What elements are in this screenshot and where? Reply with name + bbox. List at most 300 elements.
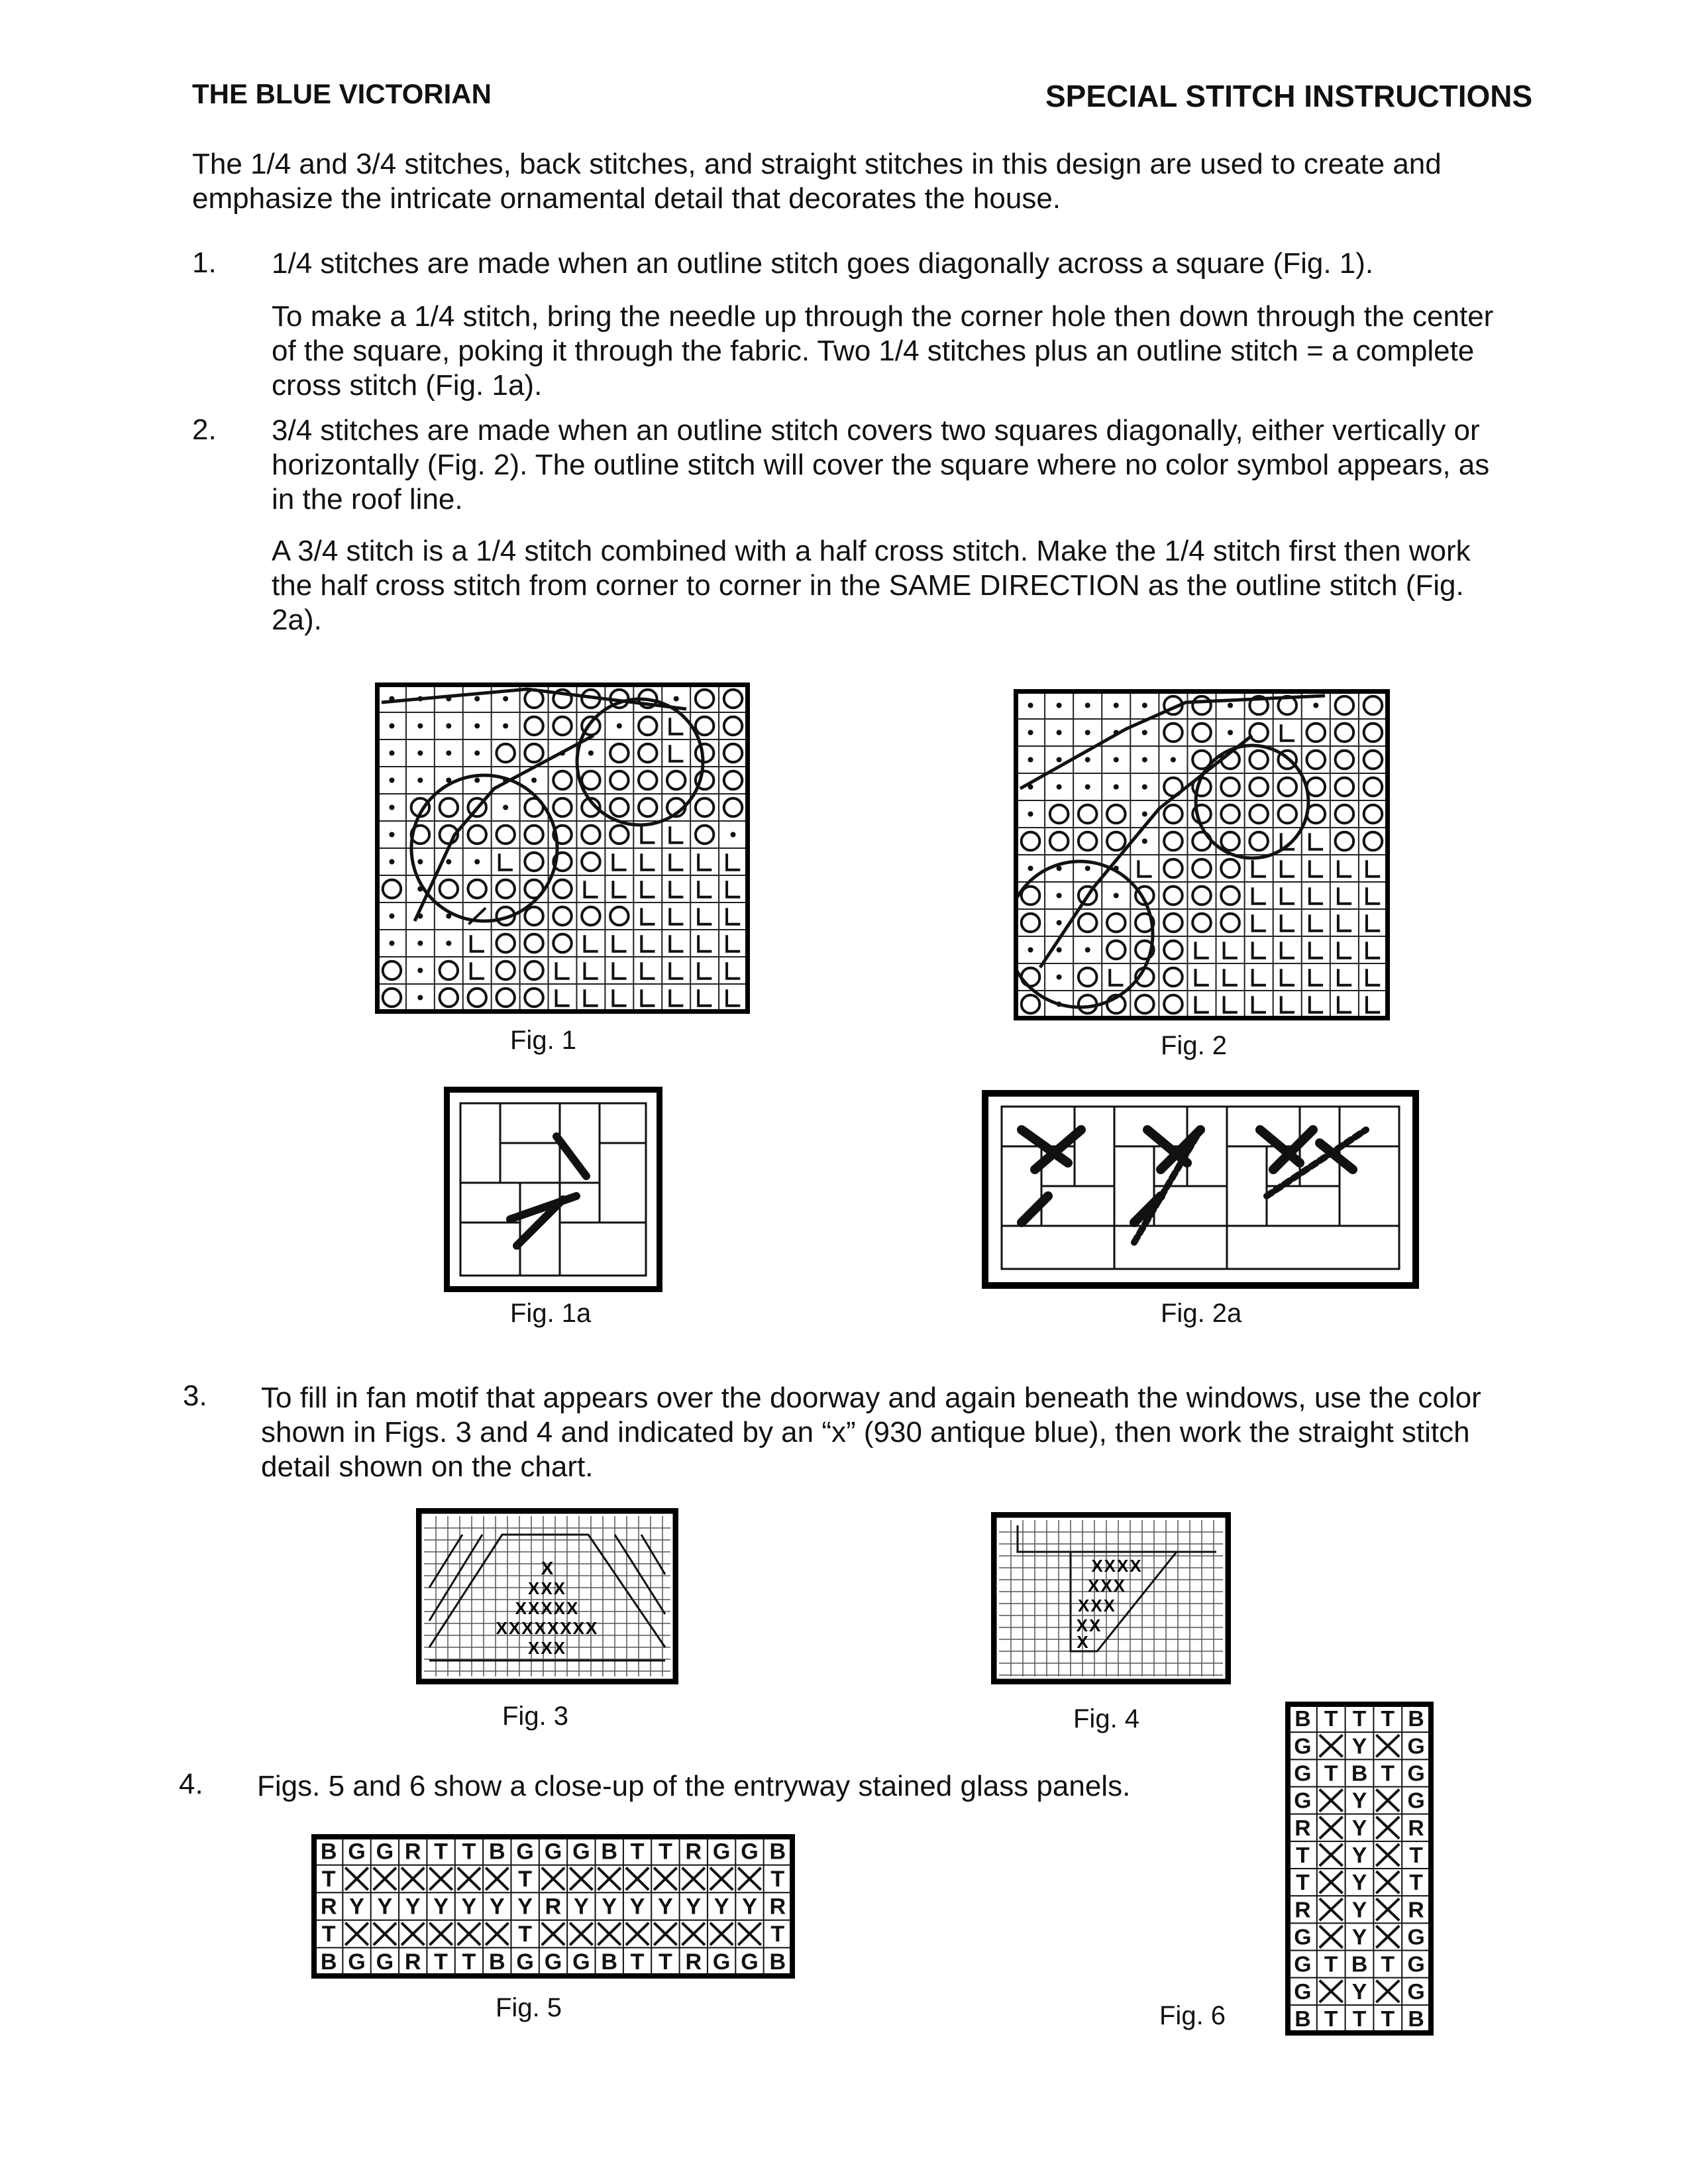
glass-color-letter: G (1294, 1761, 1312, 1786)
stitch-symbol-l (698, 935, 712, 952)
glass-color-letter: Y (405, 1894, 421, 1920)
stitch-symbol-l (613, 989, 626, 1006)
stitch-symbol-dot (1142, 812, 1147, 817)
stitch-symbol-circle (440, 961, 458, 979)
stitch-symbol-dot (474, 751, 480, 756)
stitch-symbol-circle (553, 907, 571, 925)
stitch-symbol-circle (383, 961, 401, 979)
stitch-symbol-dot (1171, 757, 1176, 763)
glass-color-letter: B (1294, 1706, 1311, 1732)
glass-color-letter: G (1294, 1924, 1312, 1950)
glass-color-letter: B (488, 1949, 505, 1975)
stitch-symbol-circle (1336, 832, 1354, 851)
stitch-symbol-circle (1336, 696, 1354, 715)
stitch-symbol-circle (1164, 995, 1183, 1014)
glass-color-letter: G (1294, 1951, 1312, 1977)
stitch-symbol-circle (1249, 724, 1268, 742)
stitch-symbol-l (1310, 969, 1323, 985)
stitch-symbol-circle (1107, 832, 1126, 851)
stitch-symbol-circle (1336, 805, 1354, 824)
item-number-1: 1. (192, 246, 217, 279)
stitch-symbol-circle (1192, 859, 1211, 878)
glass-color-letter: T (1381, 1951, 1395, 1977)
stitch-symbol-l (1224, 969, 1238, 985)
stitch-symbol-l (670, 908, 683, 924)
stitch-symbol-l (698, 881, 712, 897)
fig-4-fan-motif-chart (991, 1512, 1231, 1684)
glass-color-letter: Y (1351, 1979, 1367, 2004)
stitch-symbol-l (1367, 996, 1380, 1012)
stitch-symbol-l (727, 962, 740, 979)
stitch-symbol-l (641, 935, 655, 952)
stitch-symbol-circle (1164, 941, 1183, 959)
glass-color-letter: G (1294, 1733, 1312, 1759)
glass-color-letter: R (685, 1949, 702, 1975)
glass-color-letter: G (741, 1839, 759, 1865)
glass-color-letter: G (544, 1839, 562, 1865)
stitch-symbol-l (556, 962, 570, 979)
stitch-symbol-dot (389, 941, 394, 946)
stitch-symbol-dot (1142, 785, 1147, 790)
glass-color-letter: G (1294, 1979, 1312, 2004)
stitch-symbol-dot (1313, 703, 1318, 708)
svg-text:XX: XX (1076, 1615, 1102, 1635)
glass-color-letter: G (1407, 1761, 1425, 1786)
item-2-paragraph-1: 3/4 stitches are made when an outline stitch covers two squares diagonally, either vertically or horizontally (Fig. 2). The outline stitch will cover the square where no color symbol appears, as in the roof line. (272, 414, 1490, 516)
stitch-symbol-circle (696, 744, 713, 762)
stitch-symbol-circle (582, 826, 600, 844)
fig-1a-caption: Fig. 1a (510, 1299, 592, 1328)
stitch-symbol-l (670, 962, 683, 979)
stitch-symbol-circle (639, 744, 657, 762)
fig-6-stained-glass-chart (1285, 1702, 1434, 2036)
glass-color-letter: T (770, 1867, 785, 1892)
svg-text:XXX: XXX (527, 1638, 567, 1658)
glass-color-letter: R (1294, 1815, 1311, 1841)
stitch-symbol-circle (1050, 832, 1069, 851)
stitch-symbol-circle (1164, 832, 1183, 851)
stitch-symbol-circle (1336, 778, 1354, 796)
stitch-symbol-l (1338, 887, 1351, 904)
stitch-symbol-dot (417, 724, 423, 729)
glass-color-letter: T (434, 1839, 448, 1865)
glass-color-letter: B (1294, 2006, 1311, 2032)
glass-color-letter: R (1408, 1815, 1424, 1841)
stitch-symbol-dot (1142, 839, 1147, 844)
glass-color-letter: T (770, 1922, 785, 1947)
fig-3-fan-motif-chart (416, 1508, 678, 1684)
stitch-symbol-circle (1192, 887, 1211, 905)
intro-paragraph: The 1/4 and 3/4 stitches, back stitches, and straight stitches in this design are used to create and emphasize the intricate ornamental detail that decorates the house. (192, 148, 1442, 215)
fig-2a-caption: Fig. 2a (1161, 1299, 1242, 1328)
stitch-symbol-l (1253, 996, 1266, 1012)
stitch-symbol-l (1367, 942, 1380, 958)
glass-color-letter: Y (1351, 1897, 1367, 1923)
stitch-symbol-l (1253, 942, 1266, 958)
glass-color-letter: G (572, 1949, 590, 1975)
glass-color-letter: R (404, 1949, 421, 1975)
stitch-symbol-dot (446, 724, 451, 729)
stitch-symbol-circle (1336, 751, 1354, 769)
stitch-symbol-dot (1057, 703, 1062, 708)
stitch-symbol-circle (525, 826, 543, 844)
glass-color-letter: T (321, 1922, 336, 1947)
stitch-symbol-circle (383, 989, 401, 1007)
svg-text:X: X (1077, 1632, 1088, 1652)
glass-color-letter: R (1294, 1897, 1311, 1923)
svg-text:X: X (541, 1558, 554, 1578)
stitch-symbol-dot (389, 832, 394, 838)
stitch-symbol-l (471, 962, 484, 979)
stitch-symbol-circle (496, 989, 514, 1007)
stitch-symbol-circle (1364, 751, 1383, 769)
stitch-symbol-l (556, 989, 570, 1006)
stitch-symbol-dot (1085, 703, 1090, 708)
stitch-symbol-circle (639, 771, 657, 789)
glass-color-letter: Y (573, 1894, 589, 1920)
glass-color-letter: T (1381, 1761, 1395, 1786)
stitch-symbol-l (1281, 887, 1294, 904)
svg-text:XXXX: XXXX (1091, 1556, 1143, 1576)
stitch-symbol-l (670, 881, 683, 897)
glass-color-letter: G (1407, 1788, 1425, 1814)
stitch-symbol-circle (724, 690, 742, 708)
glass-color-letter: R (769, 1894, 786, 1920)
stitch-symbol-l (727, 853, 740, 870)
stitch-symbol-l (1310, 914, 1323, 931)
stitch-symbol-circle (525, 853, 543, 871)
glass-color-letter: T (658, 1839, 672, 1865)
document-title: THE BLUE VICTORIAN (192, 78, 492, 109)
glass-color-letter: B (1351, 1951, 1368, 1977)
stitch-symbol-l (727, 989, 740, 1006)
stitch-symbol-circle (1221, 914, 1240, 932)
stitch-symbol-l (670, 989, 683, 1006)
stitch-symbol-dot (1028, 812, 1033, 817)
stitch-symbol-dot (503, 696, 508, 702)
stitch-symbol-l (641, 826, 655, 843)
stitch-symbol-l (500, 853, 513, 870)
fig-2a-stitch-diagram (982, 1090, 1419, 1289)
stitch-symbol-l (698, 989, 712, 1006)
stitch-symbol-circle (696, 717, 713, 735)
stitch-symbol-l (1253, 860, 1266, 877)
glass-color-letter: T (1381, 2006, 1395, 2032)
stitch-symbol-circle (525, 961, 543, 979)
glass-color-letter: Y (1351, 1815, 1367, 1841)
svg-text:XXX: XXX (1077, 1596, 1117, 1615)
glass-color-letter: G (348, 1839, 366, 1865)
stitch-symbol-l (1338, 914, 1351, 931)
stitch-symbol-dot (389, 805, 394, 810)
stitch-symbol-circle (1164, 887, 1183, 905)
stitch-symbol-circle (1249, 832, 1268, 851)
stitch-symbol-l (1224, 996, 1238, 1012)
stitch-symbol-dot (389, 778, 394, 783)
stitch-symbol-dot (1114, 703, 1119, 708)
fig-1a-stitch-diagram (444, 1087, 662, 1292)
stitch-symbol-circle (1135, 995, 1154, 1014)
glass-color-letter: Y (713, 1894, 729, 1920)
stitch-symbol-circle (468, 826, 486, 844)
stitch-symbol-circle (639, 717, 657, 735)
stitch-symbol-dot (474, 724, 480, 729)
stitch-symbol-circle (1022, 914, 1040, 932)
glass-color-letter: T (518, 1922, 533, 1947)
stitch-symbol-l (1253, 969, 1266, 985)
fig-5-caption: Fig. 5 (496, 1993, 562, 2022)
stitch-symbol-circle (582, 853, 600, 871)
stitch-symbol-circle (696, 690, 713, 708)
stitch-symbol-l (613, 881, 626, 897)
stitch-symbol-dot (389, 724, 394, 729)
stitch-symbol-circle (1278, 778, 1296, 796)
glass-color-letter: T (1381, 1706, 1395, 1732)
glass-color-letter: Y (489, 1894, 505, 1920)
stitch-symbol-l (1138, 860, 1151, 877)
glass-color-letter: G (376, 1949, 394, 1975)
stitch-symbol-circle (1221, 887, 1240, 905)
stitch-symbol-circle (610, 826, 628, 844)
stitch-symbol-circle (1164, 859, 1183, 878)
fig-4-caption: Fig. 4 (1073, 1704, 1140, 1733)
stitch-symbol-dot (1114, 893, 1119, 899)
stitch-symbol-dot (1085, 757, 1090, 763)
glass-color-letter: T (321, 1867, 336, 1892)
item-2-paragraph-2: A 3/4 stitch is a 1/4 stitch combined with a half cross stitch. Make the 1/4 stitch first then work the half cross stitch from corner to corner in the SAME DIRECTION as the outline stitch (Fig. 2a). (272, 535, 1471, 636)
stitch-symbol-circle (1107, 805, 1126, 824)
glass-color-letter: B (320, 1949, 337, 1975)
item-number-2: 2. (192, 413, 217, 446)
glass-color-letter: Y (658, 1894, 673, 1920)
stitch-symbol-l (1253, 914, 1266, 931)
stitch-symbol-dot (531, 778, 537, 783)
glass-color-letter: R (320, 1894, 337, 1920)
stitch-symbol-dot (1114, 757, 1119, 763)
stitch-symbol-circle (1164, 914, 1183, 932)
stitch-symbol-dot (446, 859, 451, 865)
stitch-symbol-l (1367, 860, 1380, 877)
stitch-symbol-dot (446, 751, 451, 756)
stitch-symbol-l (1110, 969, 1123, 985)
glass-color-letter: T (434, 1949, 448, 1975)
stitch-symbol-circle (1192, 914, 1211, 932)
glass-color-letter: Y (349, 1894, 364, 1920)
stitch-symbol-circle (1307, 751, 1326, 769)
glass-color-letter: T (1324, 1706, 1338, 1732)
stitch-symbol-circle (724, 771, 742, 789)
stitch-symbol-l (641, 881, 655, 897)
stitch-symbol-circle (1164, 805, 1183, 824)
stitch-symbol-dot (617, 724, 622, 729)
item-1-paragraph-2: To make a 1/4 stitch, bring the needle up through the corner hole then down through the center of the square, poking it through the fabric. Two 1/4 stitches plus an outline stitch = a complete cross stitch (Fig. 1a). (272, 300, 1494, 402)
stitch-symbol-circle (1050, 805, 1069, 824)
stitch-symbol-dot (446, 941, 451, 946)
stitch-symbol-dot (1085, 785, 1090, 790)
stitch-symbol-dot (503, 724, 508, 729)
stitch-symbol-circle (1364, 778, 1383, 796)
stitch-symbol-circle (496, 934, 514, 952)
glass-color-letter: Y (1351, 1842, 1367, 1868)
stitch-symbol-circle (1221, 805, 1240, 824)
stitch-symbol-circle (383, 880, 401, 898)
stitch-symbol-circle (610, 744, 628, 762)
stitch-symbol-circle (1022, 832, 1040, 851)
glass-color-letter: Y (1351, 1788, 1367, 1814)
stitch-symbol-l (1310, 833, 1323, 849)
stitch-symbol-dot (417, 995, 423, 1001)
glass-color-letter: B (601, 1839, 618, 1865)
stitch-symbol-circle (610, 771, 628, 789)
stitch-symbol-circle (553, 717, 571, 735)
stitch-symbol-circle (553, 880, 571, 898)
stitch-symbol-l (1310, 942, 1323, 958)
stitch-symbol-circle (1079, 805, 1097, 824)
stitch-symbol-dot (503, 805, 508, 810)
stitch-symbol-circle (468, 880, 486, 898)
glass-color-letter: Y (629, 1894, 645, 1920)
stitch-symbol-circle (724, 798, 742, 816)
stitch-symbol-l (1196, 969, 1209, 985)
stitch-symbol-dot (417, 941, 423, 946)
stitch-symbol-dot (1057, 785, 1062, 790)
glass-color-letter: B (769, 1949, 786, 1975)
stitch-symbol-circle (1164, 724, 1183, 742)
stitch-symbol-l (698, 962, 712, 979)
stitch-symbol-circle (553, 798, 571, 816)
stitch-symbol-circle (1307, 724, 1326, 742)
stitch-symbol-circle (440, 989, 458, 1007)
stitch-symbol-l (1367, 887, 1380, 904)
glass-color-letter: T (1296, 1870, 1310, 1896)
stitch-symbol-dot (1228, 730, 1233, 736)
stitch-symbol-dot (1057, 975, 1062, 980)
stitch-symbol-l (584, 962, 598, 979)
glass-color-letter: G (376, 1839, 394, 1865)
stitch-symbol-dot (417, 778, 423, 783)
stitch-symbol-circle (1079, 914, 1097, 932)
glass-color-letter: T (1324, 1951, 1338, 1977)
stitch-symbol-circle (496, 880, 514, 898)
glass-color-letter: Y (1351, 1733, 1367, 1759)
glass-color-letter: T (1296, 1842, 1310, 1868)
glass-color-letter: T (1324, 1761, 1338, 1786)
stitch-symbol-dot (1028, 866, 1033, 871)
glass-color-letter: Y (1351, 1870, 1367, 1896)
stitch-symbol-circle (1192, 696, 1211, 715)
stitch-symbol-dot (417, 751, 423, 756)
stitch-symbol-l (670, 718, 683, 734)
stitch-symbol-l (641, 853, 655, 870)
stitch-symbol-dot (1142, 730, 1147, 736)
glass-color-letter: T (658, 1949, 672, 1975)
stitch-symbol-circle (525, 717, 543, 735)
stitch-symbol-circle (1107, 914, 1126, 932)
stitch-symbol-l (1367, 914, 1380, 931)
glass-color-letter: G (572, 1839, 590, 1865)
stitch-symbol-circle (1336, 724, 1354, 742)
fig-6-caption: Fig. 6 (1159, 2001, 1226, 2030)
stitch-symbol-l (1224, 942, 1238, 958)
glass-color-letter: Y (1351, 1924, 1367, 1950)
stitch-symbol-l (1281, 724, 1294, 741)
stitch-symbol-dot (1057, 730, 1062, 736)
stitch-symbol-l (584, 881, 598, 897)
stitch-symbol-dot (1028, 730, 1033, 736)
stitch-symbol-l (670, 826, 683, 843)
stitch-symbol-circle (525, 934, 543, 952)
glass-color-letter: G (348, 1949, 366, 1975)
glass-color-letter: B (1351, 1761, 1368, 1786)
stitch-symbol-circle (1221, 832, 1240, 851)
stitch-symbol-circle (724, 744, 742, 762)
stitch-symbol-circle (1364, 696, 1383, 715)
stitch-symbol-circle (696, 798, 713, 816)
stitch-symbol-dot (1057, 757, 1062, 763)
stitch-symbol-dot (1142, 703, 1147, 708)
stitch-symbol-circle (468, 989, 486, 1007)
glass-color-letter: T (518, 1867, 533, 1892)
stitch-symbol-l (698, 908, 712, 924)
stitch-symbol-l (1281, 996, 1294, 1012)
stitch-symbol-l (641, 962, 655, 979)
stitch-symbol-l (584, 935, 598, 952)
stitch-symbol-l (584, 989, 598, 1006)
stitch-symbol-circle (582, 771, 600, 789)
glass-color-letter: T (1352, 1706, 1367, 1732)
stitch-symbol-dot (389, 914, 394, 919)
stitch-symbol-dot (474, 859, 480, 865)
stitch-symbol-circle (525, 989, 543, 1007)
stitch-symbol-l (1196, 942, 1209, 958)
stitch-symbol-l (1310, 887, 1323, 904)
glass-color-letter: B (601, 1949, 618, 1975)
stitch-symbol-l (1338, 860, 1351, 877)
stitch-symbol-l (1338, 996, 1351, 1012)
stitch-symbol-circle (525, 744, 543, 762)
stitch-symbol-circle (1364, 832, 1383, 851)
stitch-symbol-dot (674, 696, 679, 702)
glass-color-letter: G (1407, 1924, 1425, 1950)
stitch-symbol-l (727, 935, 740, 952)
glass-color-letter: Y (517, 1894, 533, 1920)
svg-text:XXXXXXXX: XXXXXXXX (496, 1618, 599, 1638)
stitch-symbol-l (641, 989, 655, 1006)
glass-color-letter: G (712, 1839, 731, 1865)
stitch-symbol-l (1281, 860, 1294, 877)
stitch-symbol-circle (582, 907, 600, 925)
fig-2-caption: Fig. 2 (1161, 1031, 1228, 1060)
stitch-symbol-l (641, 908, 655, 924)
glass-color-letter: G (1407, 1979, 1425, 2004)
glass-color-letter: Y (433, 1894, 448, 1920)
fig-1-stitch-chart (375, 682, 750, 1014)
stitch-symbol-dot (1057, 948, 1062, 953)
glass-color-letter: R (685, 1839, 702, 1865)
glass-color-letter: T (1409, 1842, 1423, 1868)
svg-text:XXX: XXX (1087, 1576, 1127, 1596)
glass-color-letter: G (1407, 1951, 1425, 1977)
stitch-symbol-l (1281, 969, 1294, 985)
stitch-symbol-dot (1114, 785, 1119, 790)
stitch-symbol-circle (553, 771, 571, 789)
stitch-symbol-circle (1079, 968, 1097, 987)
stitch-symbol-circle (610, 798, 628, 816)
stitch-symbol-circle (1221, 778, 1240, 796)
stitch-symbol-l (1310, 860, 1323, 877)
stitch-symbol-dot (588, 751, 594, 756)
glass-color-letter: T (462, 1839, 476, 1865)
